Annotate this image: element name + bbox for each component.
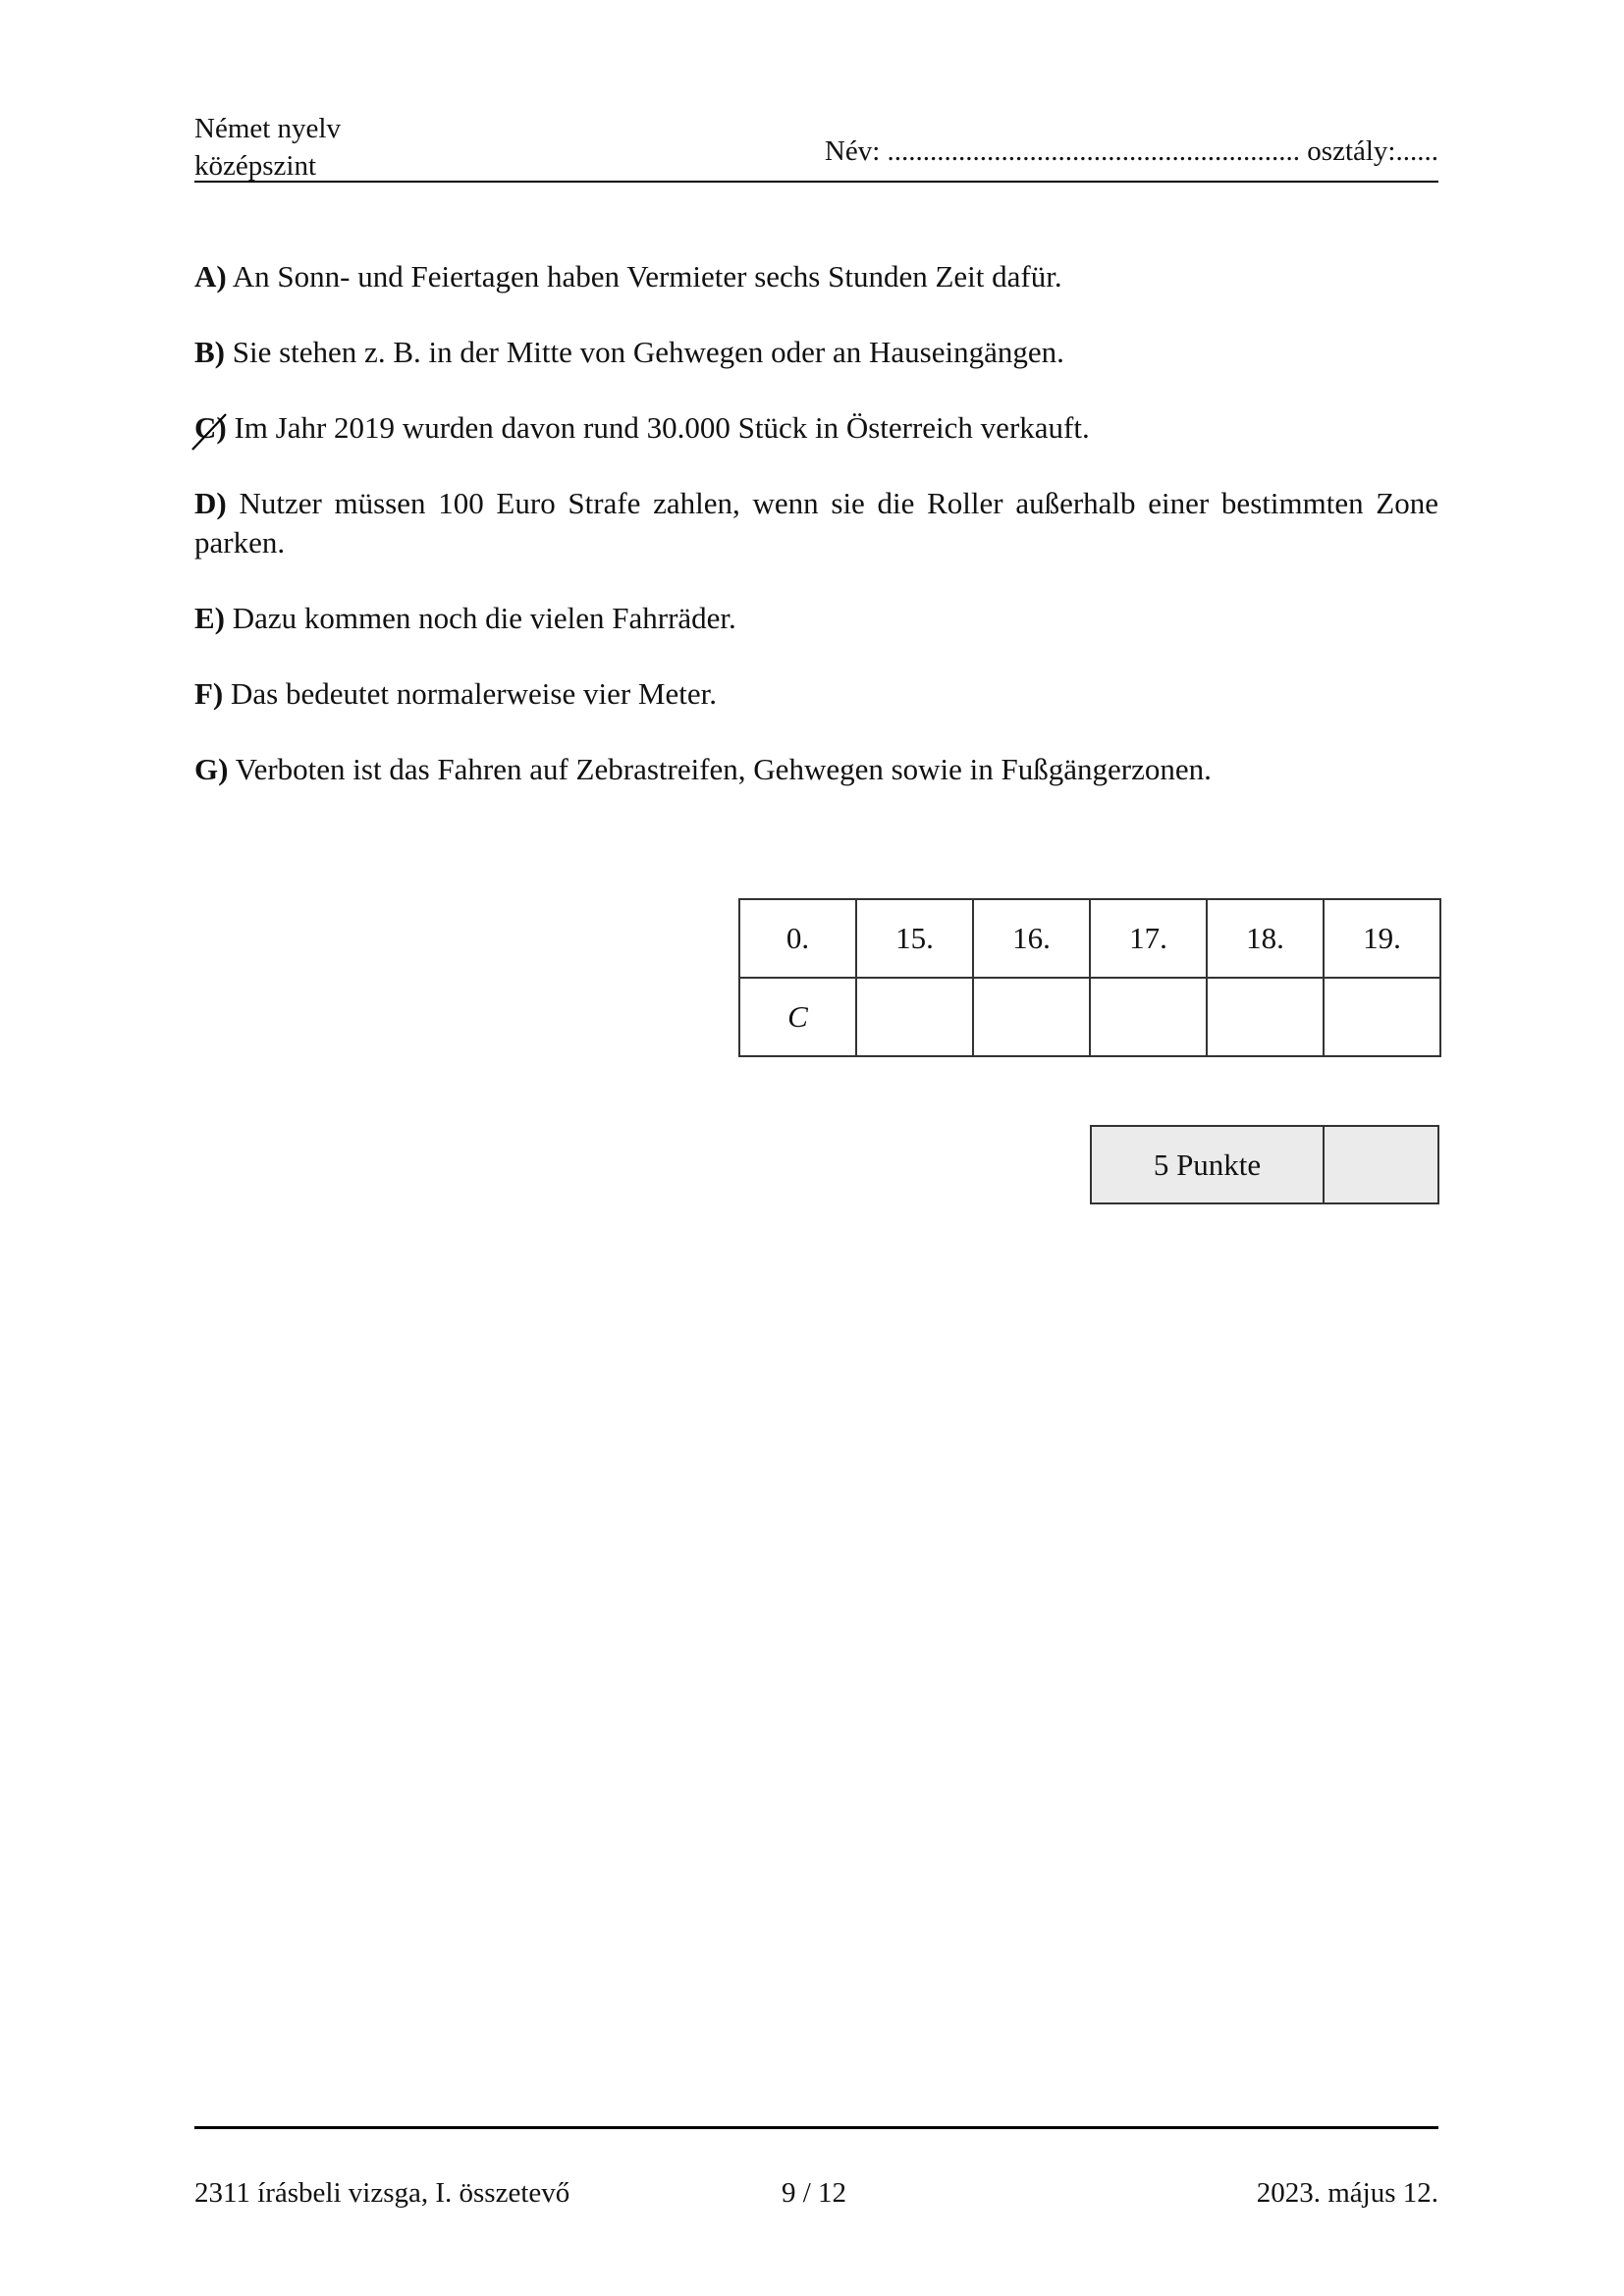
answer-cell[interactable]	[856, 978, 973, 1056]
option-letter: A)	[194, 259, 227, 294]
option-text: Dazu kommen noch die vielen Fahrräder.	[225, 601, 736, 635]
score-label: 5 Punkte	[1091, 1126, 1324, 1203]
option-d	[194, 484, 1438, 562]
option-text: Nutzer müssen 100 Euro Strafe zahlen, wenn sie die Roller außerhalb einer bestimmten Zone parken.	[194, 486, 1438, 560]
option-text: Im Jahr 2019 wurden davon rund 30.000 Stück in Österreich verkauft.	[226, 410, 1090, 445]
option-letter: F)	[194, 676, 224, 711]
answer-cell[interactable]	[1090, 978, 1207, 1056]
header-divider	[194, 181, 1438, 183]
answer-cell[interactable]	[1207, 978, 1324, 1056]
option-letter: D)	[194, 486, 227, 520]
option-text: Sie stehen z. B. in der Mitte von Gehwegen oder an Hauseingängen.	[225, 335, 1064, 369]
answer-header-cell: 15.	[856, 899, 973, 978]
answer-header-cell: 18.	[1207, 899, 1324, 978]
score-value-cell[interactable]	[1324, 1126, 1438, 1203]
answer-input-row	[739, 978, 1440, 1056]
option-g	[194, 750, 1438, 789]
option-text: Verboten ist das Fahren auf Zebrastreifen, Gehwegen sowie in Fußgängerzonen.	[228, 752, 1212, 786]
option-letter: G)	[194, 752, 229, 786]
option-letter: C)	[194, 410, 227, 445]
name-field: Név: .......................................................... osztály:......	[824, 135, 1438, 167]
level-label: középszint	[194, 150, 317, 182]
answer-cell[interactable]	[1324, 978, 1440, 1056]
footer-page-number: 9 / 12	[782, 2177, 847, 2209]
answer-header-cell: 17.	[1090, 899, 1207, 978]
option-f	[194, 674, 1438, 714]
answer-header-row	[739, 899, 1440, 978]
subject-label: Német nyelv	[194, 113, 341, 144]
header-subject-block	[194, 110, 341, 185]
footer-exam-id: 2311 írásbeli vizsga, I. összetevő	[194, 2177, 570, 2209]
answer-cell-example: C	[739, 978, 856, 1056]
answer-header-cell: 19.	[1324, 899, 1440, 978]
option-text: An Sonn- und Feiertagen haben Vermieter sechs Stunden Zeit dafür.	[226, 259, 1062, 294]
answer-table	[738, 898, 1441, 1057]
score-box	[1090, 1125, 1439, 1204]
footer-divider	[194, 2126, 1438, 2129]
option-letter: B)	[194, 335, 225, 369]
answer-cell[interactable]	[973, 978, 1090, 1056]
option-a	[194, 257, 1438, 296]
option-e	[194, 599, 1438, 638]
answer-header-cell: 0.	[739, 899, 856, 978]
option-c-example	[194, 408, 1438, 448]
option-letter: E)	[194, 601, 225, 635]
options-list	[194, 257, 1438, 826]
option-b	[194, 333, 1438, 372]
footer-date: 2023. május 12.	[1256, 2177, 1438, 2209]
option-text: Das bedeutet normalerweise vier Meter.	[223, 676, 717, 711]
answer-header-cell: 16.	[973, 899, 1090, 978]
